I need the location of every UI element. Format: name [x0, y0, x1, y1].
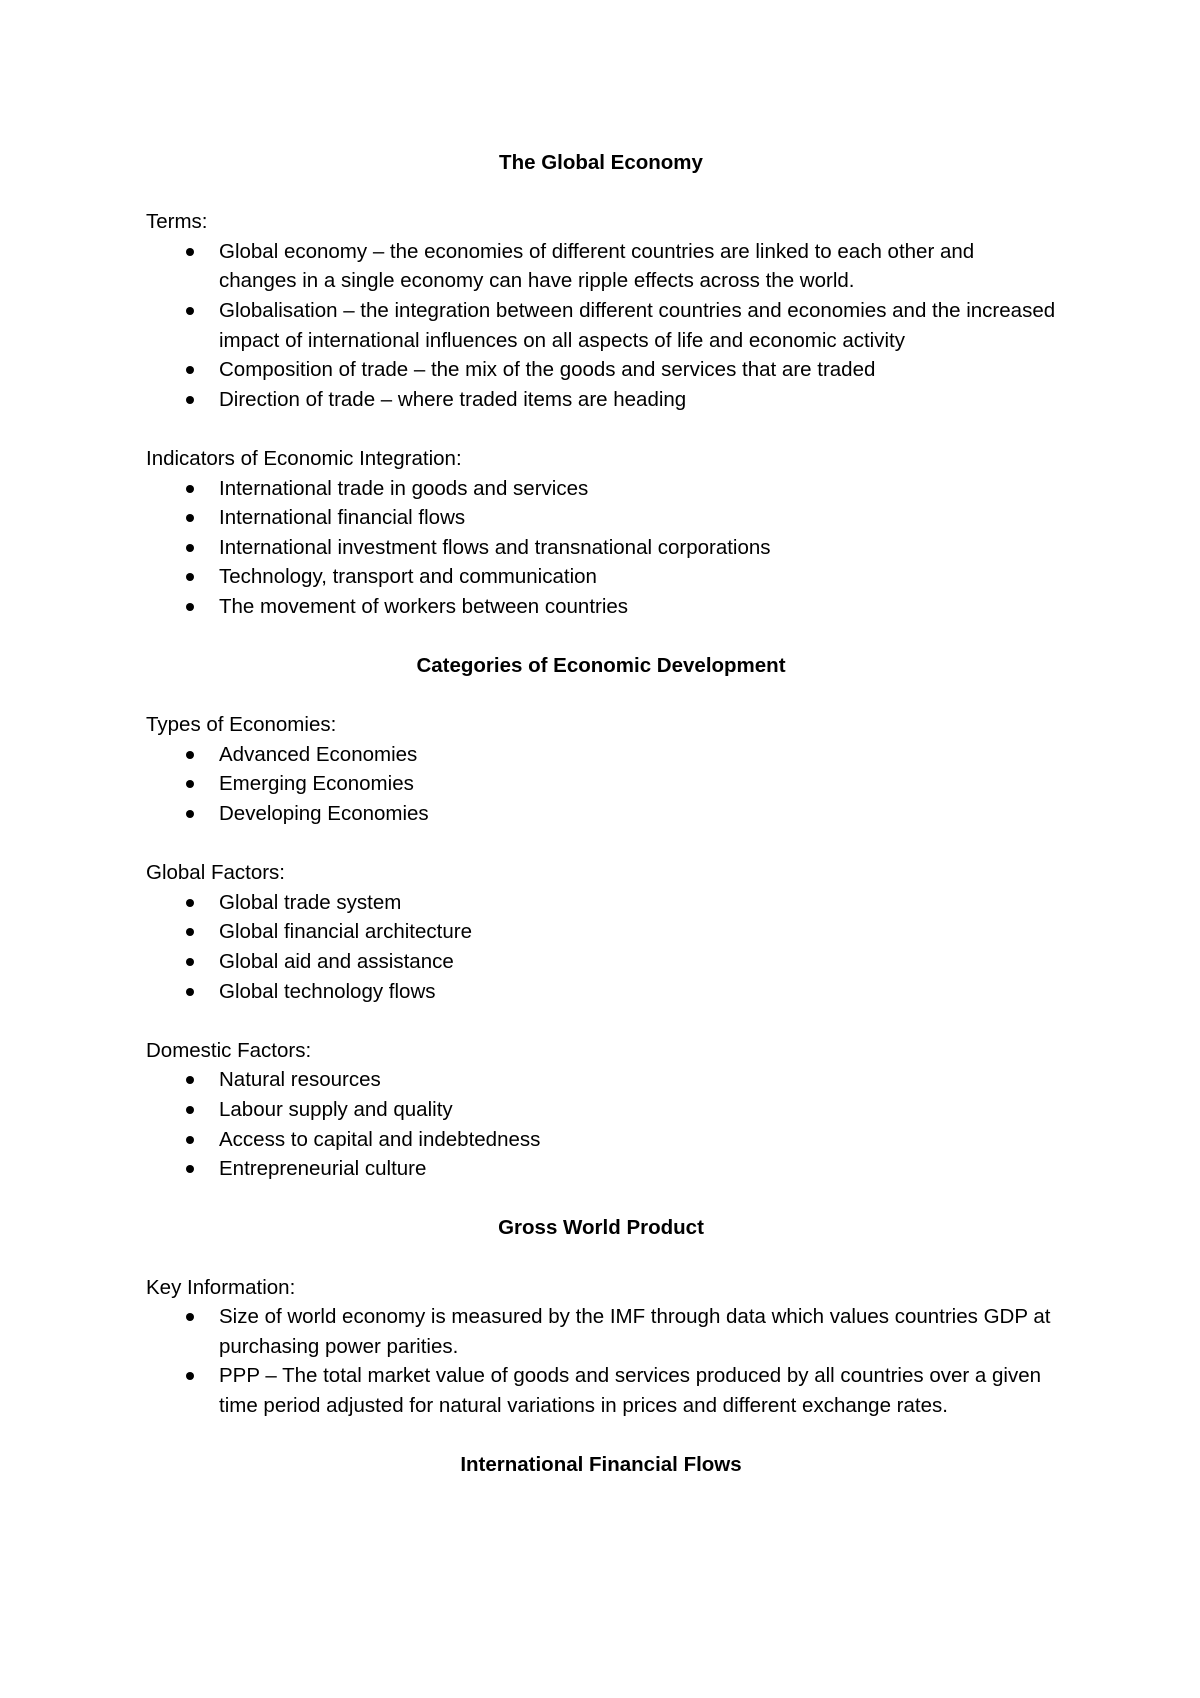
domestic-factors-label: Domestic Factors: — [146, 1038, 312, 1062]
types-label: Types of Economies: — [146, 713, 337, 737]
list-item: Access to capital and indebtedness — [146, 1125, 1056, 1155]
list-item: International investment flows and transnational corporations — [146, 533, 1056, 563]
bullet-icon — [186, 780, 194, 788]
list-item: Advanced Economies — [146, 740, 1056, 770]
bullet-icon — [186, 1136, 194, 1144]
bullet-icon — [186, 899, 194, 907]
key-info-list — [146, 1302, 1056, 1420]
list-item: International financial flows — [146, 503, 1056, 533]
list-item: Technology, transport and communication — [146, 562, 1056, 592]
terms-list — [146, 237, 1056, 415]
list-item: Natural resources — [146, 1065, 1056, 1095]
list-item: PPP – The total market value of goods and services produced by all countries over a given time period adjusted for natural variations in prices and different exchange rates. — [146, 1361, 1056, 1420]
list-item: Global financial architecture — [146, 917, 1056, 947]
section-title-gross-world-product: Gross World Product — [498, 1216, 704, 1240]
bullet-icon — [186, 1106, 194, 1114]
document-body — [146, 148, 1056, 1480]
bullet-icon — [186, 958, 194, 966]
list-item: Direction of trade – where traded items are heading — [146, 385, 1056, 415]
bullet-icon — [186, 485, 194, 493]
bullet-icon — [186, 810, 194, 818]
indicators-list — [146, 474, 1056, 622]
bullet-icon — [186, 1165, 194, 1173]
bullet-icon — [186, 396, 194, 404]
bullet-icon — [186, 307, 194, 315]
key-info-label: Key Information: — [146, 1275, 296, 1299]
types-list — [146, 740, 1056, 829]
section-title-financial-flows: International Financial Flows — [460, 1453, 742, 1477]
indicators-label: Indicators of Economic Integration: — [146, 446, 462, 470]
bullet-icon — [186, 988, 194, 996]
terms-label: Terms: — [146, 210, 208, 234]
bullet-icon — [186, 544, 194, 552]
bullet-icon — [186, 751, 194, 759]
bullet-icon — [186, 603, 194, 611]
list-item: Developing Economies — [146, 799, 1056, 829]
list-item: Global trade system — [146, 888, 1056, 918]
list-item: Emerging Economies — [146, 769, 1056, 799]
bullet-icon — [186, 928, 194, 936]
section-title-development: Categories of Economic Development — [416, 654, 786, 678]
list-item: Composition of trade – the mix of the goods and services that are traded — [146, 355, 1056, 385]
list-item: Global aid and assistance — [146, 947, 1056, 977]
list-item: The movement of workers between countries — [146, 592, 1056, 622]
list-item: Size of world economy is measured by the IMF through data which values countries GDP at purchasing power parities. — [146, 1302, 1056, 1361]
global-factors-list — [146, 888, 1056, 1006]
list-item: Labour supply and quality — [146, 1095, 1056, 1125]
document-title: The Global Economy — [499, 151, 703, 174]
domestic-factors-list — [146, 1065, 1056, 1183]
list-item: Globalisation – the integration between different countries and economies and the increased impact of international influences on all aspects of life and economic activity — [146, 296, 1056, 355]
list-item: Global economy – the economies of different countries are linked to each other and changes in a single economy can have ripple effects across the world. — [146, 237, 1056, 296]
list-item: Entrepreneurial culture — [146, 1154, 1056, 1184]
bullet-icon — [186, 366, 194, 374]
list-item: Global technology flows — [146, 977, 1056, 1007]
bullet-icon — [186, 248, 194, 256]
list-item: International trade in goods and services — [146, 474, 1056, 504]
bullet-icon — [186, 573, 194, 581]
bullet-icon — [186, 1076, 194, 1084]
bullet-icon — [186, 514, 194, 522]
bullet-icon — [186, 1372, 194, 1380]
global-factors-label: Global Factors: — [146, 861, 285, 885]
bullet-icon — [186, 1313, 194, 1321]
